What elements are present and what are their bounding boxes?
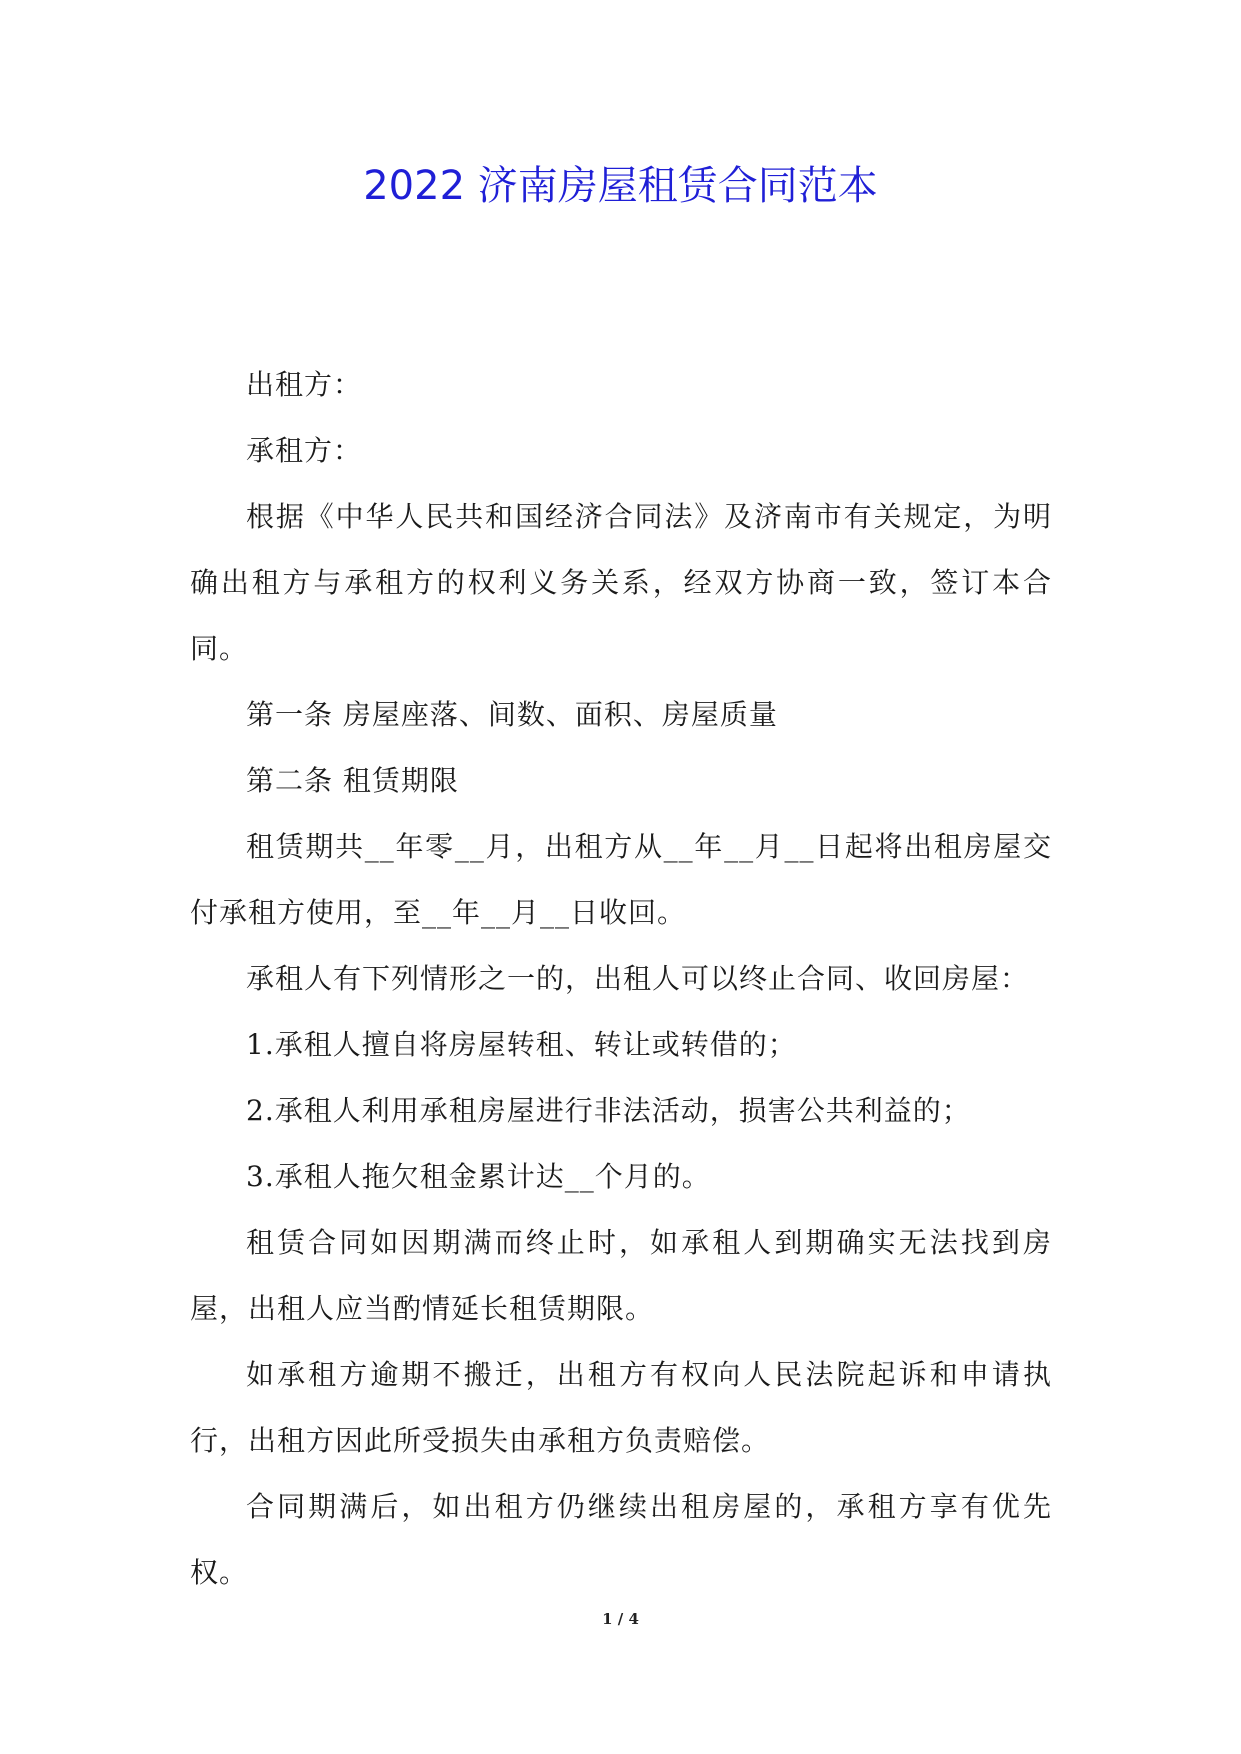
paragraph-overstay: 如承租方逾期不搬迁，出租方有权向人民法院起诉和申请执行，出租方因此所受损失由承租方负责赔偿。 bbox=[190, 1358, 1052, 1457]
paragraph-condition-2: 2.承租人利用承租房屋进行非法活动，损害公共利益的； bbox=[246, 1094, 971, 1127]
paragraph-preamble: 根据《中华人民共和国经济合同法》及济南市有关规定，为明确出租方与承租方的权利义务关系，经双方协商一致，签订本合同。 bbox=[190, 500, 1052, 665]
paragraph-priority: 合同期满后，如出租方仍继续出租房屋的，承租方享有优先权。 bbox=[190, 1490, 1052, 1589]
document-title: 2022 济南房屋租赁合同范本 bbox=[363, 163, 878, 209]
document-body bbox=[190, 352, 1052, 1606]
paragraph-lessor: 出租方： bbox=[246, 368, 363, 401]
paragraph-article-2: 第二条 租赁期限 bbox=[246, 764, 459, 797]
paragraph-article-1: 第一条 房屋座落、间数、面积、房屋质量 bbox=[246, 698, 778, 731]
page-indicator: 1 / 4 bbox=[602, 1610, 639, 1628]
paragraph-lease-term: 租赁期共__年零__月，出租方从__年__月__日起将出租房屋交付承租方使用，至__年__月__日收回。 bbox=[190, 830, 1052, 929]
paragraph-lessee: 承租方： bbox=[246, 434, 363, 467]
paragraph-condition-3: 3.承租人拖欠租金累计达__个月的。 bbox=[246, 1160, 711, 1193]
paragraph-extension: 租赁合同如因期满而终止时，如承租人到期确实无法找到房屋，出租人应当酌情延长租赁期限。 bbox=[190, 1226, 1052, 1325]
paragraph-condition-1: 1.承租人擅自将房屋转租、转让或转借的； bbox=[246, 1028, 797, 1061]
paragraph-termination-conditions: 承租人有下列情形之一的，出租人可以终止合同、收回房屋： bbox=[246, 962, 1030, 995]
